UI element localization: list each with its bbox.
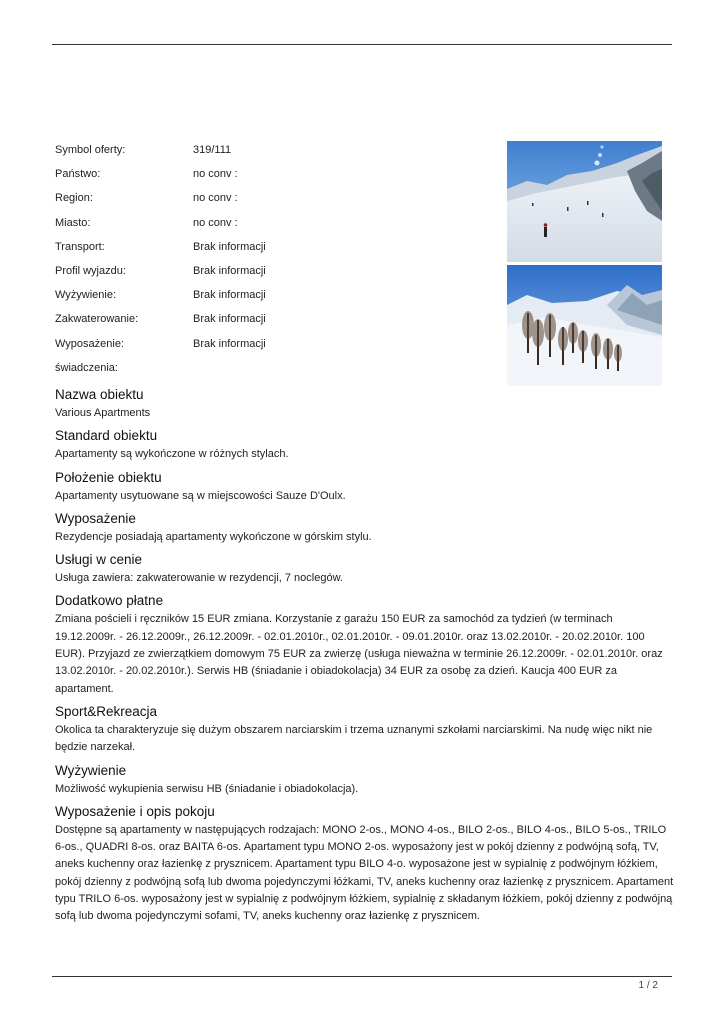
info-label: Symbol oferty: bbox=[55, 144, 126, 157]
section-body: Zmiana pościeli i ręczników 15 EUR zmiana. Korzystanie z garażu 150 EUR za samochód za tydzień (w terminach 19.12.2009r. - 26.12.2009r., 26.12.2009r. - 02.01.2010r., 02.01.2010r. - 09.01.2010r. oraz 13.02.2010r. - 20.02.2010r. 100 EUR). Przyjazd ze zwierzątkiem domowym 75 EUR za zwierzę (usługa nieważna w terminie 26.12.2009r. - 02.01.2010r. oraz 13.02.2010r. - 20.02.2010r.). Serwis HB (śniadanie i obiadokolacja) 34 EUR za osobę za dzień. Kaucja 400 EUR za apartament. bbox=[55, 613, 663, 695]
page-number: 1 / 2 bbox=[638, 980, 658, 991]
info-label: Państwo: bbox=[55, 168, 101, 181]
info-value: Brak informacji bbox=[193, 337, 266, 350]
info-row-symbol bbox=[55, 138, 495, 162]
info-label: Wyposażenie: bbox=[55, 337, 124, 350]
section-room-description bbox=[55, 802, 675, 926]
info-value: no conv : bbox=[193, 168, 238, 181]
info-row-equipment bbox=[55, 332, 495, 356]
info-row-country bbox=[55, 162, 495, 186]
section-body: Various Apartments bbox=[55, 407, 151, 419]
info-value: no conv : bbox=[193, 216, 238, 229]
top-rule bbox=[52, 44, 672, 45]
section-equipment bbox=[55, 509, 675, 546]
info-label: Zakwaterowanie: bbox=[55, 313, 139, 326]
info-value: Brak informacji bbox=[193, 289, 266, 302]
section-location bbox=[55, 468, 675, 505]
section-included-services bbox=[55, 550, 675, 587]
ski-slope-photo bbox=[507, 141, 662, 262]
info-value: no conv : bbox=[193, 192, 238, 205]
info-value: Brak informacji bbox=[193, 265, 266, 278]
info-value bbox=[193, 356, 495, 380]
section-body: Możliwość wykupienia serwisu HB (śniadanie i obiadokolacja). bbox=[55, 782, 359, 795]
info-label: świadczenia: bbox=[55, 361, 118, 374]
info-label: Profil wyjazdu: bbox=[55, 265, 126, 278]
info-label: Transport: bbox=[55, 240, 105, 253]
mountain-forest-photo bbox=[507, 265, 662, 386]
content-sections bbox=[55, 385, 675, 930]
info-label: Wyżywienie: bbox=[55, 289, 117, 302]
info-label: Region: bbox=[55, 192, 93, 205]
section-object-name bbox=[55, 385, 675, 422]
section-extra-paid bbox=[55, 591, 675, 697]
section-heading: Usługi w cenie bbox=[55, 552, 143, 568]
info-row-services bbox=[55, 356, 495, 380]
bottom-rule bbox=[52, 976, 672, 977]
info-label: Miasto: bbox=[55, 216, 91, 229]
section-heading: Standard obiektu bbox=[55, 428, 158, 444]
section-body: Apartamenty są wykończone w różnych stylach. bbox=[55, 448, 289, 461]
offer-info-table bbox=[55, 138, 495, 380]
section-body: Dostępne są apartamenty w następujących rodzajach: MONO 2-os., MONO 4-os., BILO 2-os., BILO 4-os., BILO 5-os., TRILO 6-os., QUADRI 8-os. oraz BAITA 6-os. Apartament typu MONO 2-os. wyposażony jest w pokój dzienny z podwójną sofą, TV, aneks kuchenny oraz łazienkę z prysznicem. Apartament typu BILO 4-o. wyposażone jest w sypialnię z podwójnym łóżkiem, pokój dzienny z podwójną sofą lub dwoma pojedynczymi łóżkami, TV, aneks kuchenny oraz łazienkę z prysznicem. Apartament typu TRILO 6-os. wyposażony jest w sypialnię z podwójnym łóżkiem, sypialnię z składanym łóżkiem, pokój dzienny z podwójną sofą lub dwoma pojedynczymi sofami, TV, aneks kuchenny oraz łazienkę z prysznicem. bbox=[55, 823, 674, 923]
info-row-region bbox=[55, 186, 495, 210]
info-value: Brak informacji bbox=[193, 240, 266, 253]
section-sport-recreation bbox=[55, 702, 675, 757]
info-value: Brak informacji bbox=[193, 313, 266, 326]
section-body: Usługa zawiera: zakwaterowanie w rezydencji, 7 noclegów. bbox=[55, 572, 343, 585]
info-row-accommodation bbox=[55, 307, 495, 331]
section-standard bbox=[55, 426, 675, 463]
info-row-transport bbox=[55, 235, 495, 259]
section-heading: Dodatkowo płatne bbox=[55, 593, 164, 609]
section-body: Okolica ta charakteryzuje się dużym obszarem narciarskim i trzema uznanymi szkołami narciarskimi. Na nudę więc nikt nie będzie narzekał. bbox=[55, 723, 653, 754]
section-heading: Wyposażenie i opis pokoju bbox=[55, 803, 215, 819]
section-body: Apartamenty usytuowane są w miejscowości Sauze D'Oulx. bbox=[55, 489, 346, 502]
info-value: 319/111 bbox=[193, 144, 232, 157]
info-row-trip-profile bbox=[55, 259, 495, 283]
info-row-city bbox=[55, 211, 495, 235]
section-heading: Wyposażenie bbox=[55, 510, 136, 526]
section-heading: Wyżywienie bbox=[55, 762, 127, 778]
section-board bbox=[55, 761, 675, 798]
info-row-board bbox=[55, 283, 495, 307]
section-heading: Położenie obiektu bbox=[55, 469, 162, 485]
section-body: Rezydencje posiadają apartamenty wykończone w górskim stylu. bbox=[55, 530, 372, 543]
section-heading: Sport&Rekreacja bbox=[55, 703, 158, 719]
section-heading: Nazwa obiektu bbox=[55, 387, 144, 402]
